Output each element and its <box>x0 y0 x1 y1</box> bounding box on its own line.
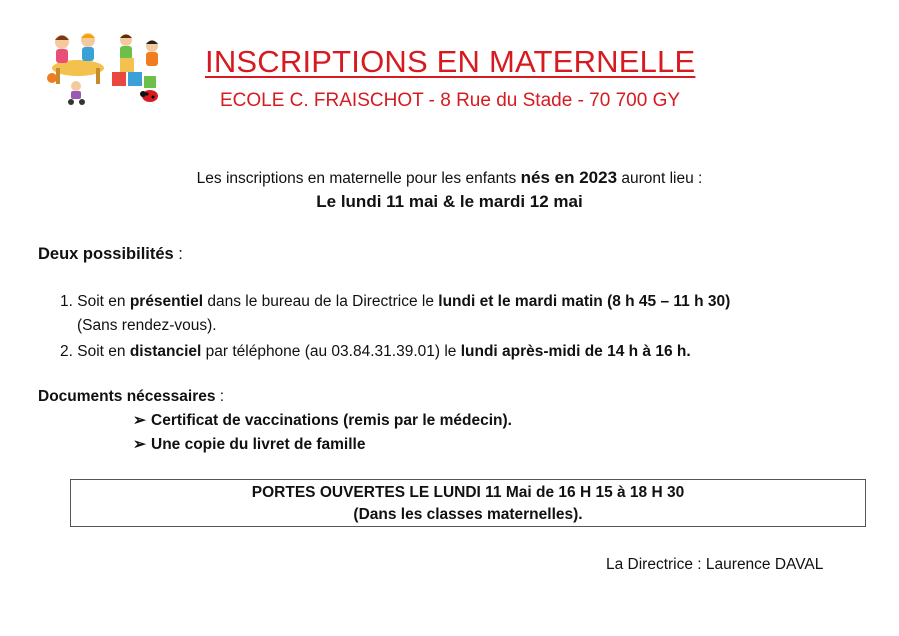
item-bold: lundi après-midi de 14 h à 16 h. <box>460 343 691 360</box>
list-item <box>60 293 730 311</box>
item-text: par téléphone (au 03.84.31.39.01) le <box>201 343 461 360</box>
document-item <box>133 411 512 430</box>
document-label: Certificat de vaccinations (remis par le médecin). <box>151 412 512 429</box>
page-title: INSCRIPTIONS EN MATERNELLE <box>205 44 696 79</box>
options-heading-label: Deux possibilités <box>38 245 174 263</box>
documents-heading-label: Documents nécessaires <box>38 388 216 405</box>
open-house-box <box>70 479 866 527</box>
item-bold: présentiel <box>129 293 204 310</box>
open-house-line2: (Dans les classes maternelles). <box>353 506 583 523</box>
documents-heading <box>38 388 224 406</box>
item-number: 1. <box>60 293 73 310</box>
list-item <box>60 343 691 361</box>
open-house-line1: PORTES OUVERTES LE LUNDI 11 Mai de 16 H 15 à 18 H 30 <box>251 484 685 501</box>
options-heading-suffix: : <box>173 245 183 263</box>
children-playing-icon <box>42 28 168 106</box>
document-item <box>133 435 365 454</box>
registration-dates: Le lundi 11 mai & le mardi 12 mai <box>316 192 583 211</box>
intro-highlight: nés en 2023 <box>520 168 618 187</box>
item-bold: distanciel <box>129 343 202 360</box>
arrow-bullet-icon: ➢ <box>133 436 146 453</box>
item-text: dans le bureau de la Directrice le <box>203 293 439 310</box>
school-address: ECOLE C. FRAISCHOT - 8 Rue du Stade - 70 700 GY <box>219 90 681 111</box>
intro-text <box>0 168 899 188</box>
options-heading <box>38 245 183 264</box>
item-text: Soit en <box>72 293 130 310</box>
intro-before: Les inscriptions en maternelle pour les enfants <box>196 170 521 187</box>
documents-heading-suffix: : <box>215 388 225 405</box>
arrow-bullet-icon: ➢ <box>133 412 146 429</box>
intro-after: auront lieu : <box>617 170 703 187</box>
document-label: Une copie du livret de famille <box>151 436 366 453</box>
item-text: Soit en <box>72 343 130 360</box>
item-bold: lundi et le mardi matin (8 h 45 – 11 h 30) <box>438 293 731 310</box>
signature: La Directrice : Laurence DAVAL <box>606 556 824 573</box>
item-note: (Sans rendez-vous). <box>77 317 217 334</box>
item-number: 2. <box>60 343 73 360</box>
